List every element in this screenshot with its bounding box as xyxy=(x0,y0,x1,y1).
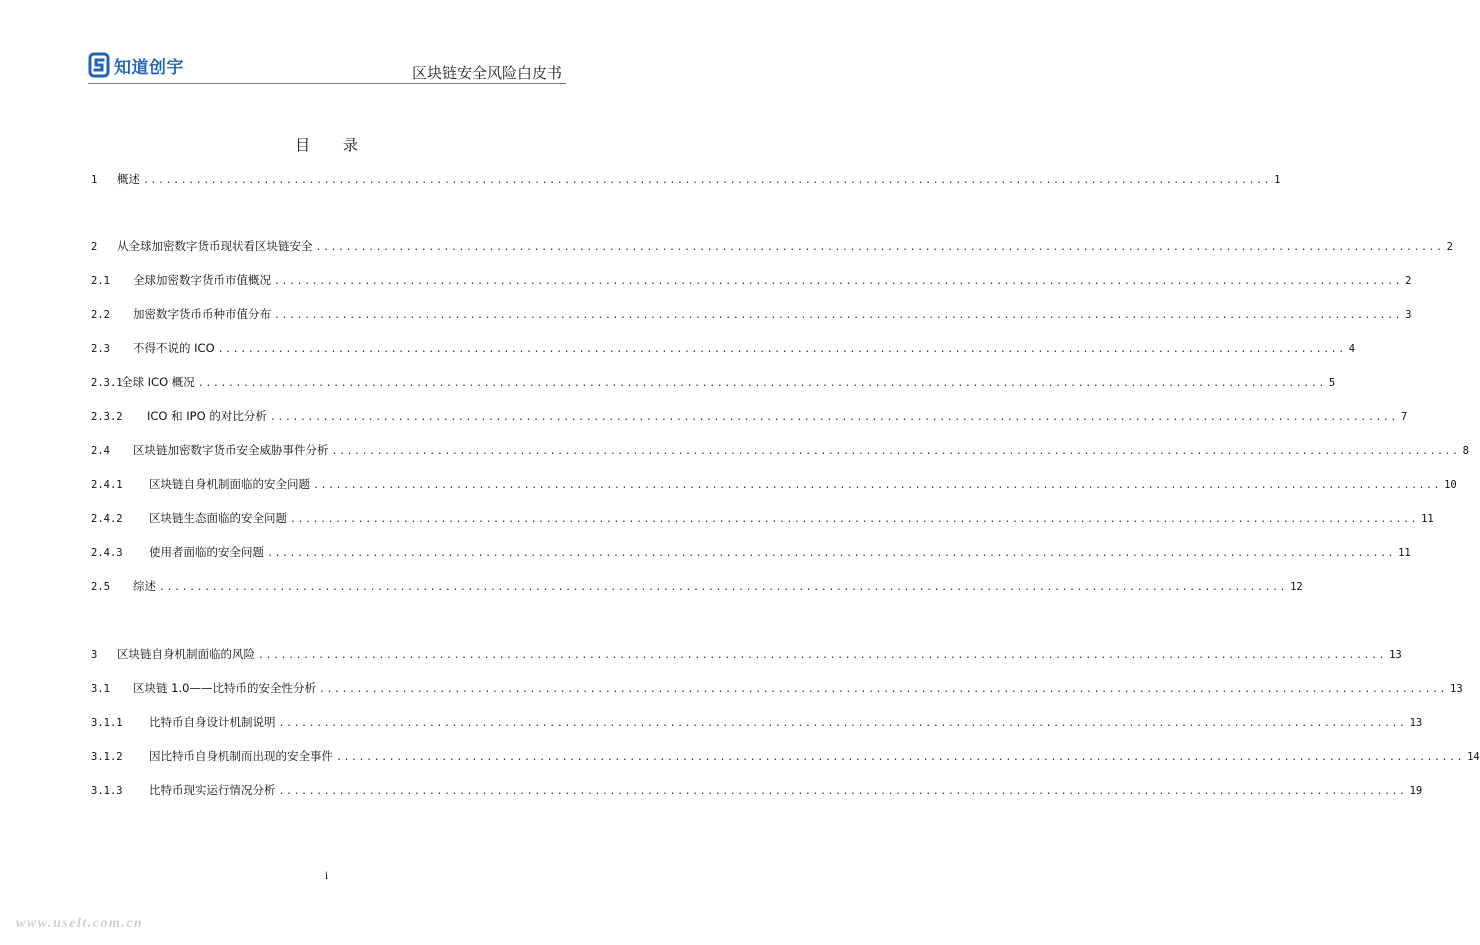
toc-entry-page: 4 xyxy=(1348,343,1356,355)
toc-entry-page: 13 xyxy=(1389,649,1402,661)
company-logo xyxy=(88,50,184,80)
toc-entry-number: 2.4.2 xyxy=(91,513,123,525)
toc-entry-title: 区块链加密数字货币安全威胁事件分析 xyxy=(133,443,329,457)
toc-entry-2-3-1[interactable] xyxy=(91,374,1336,392)
page-header xyxy=(88,48,566,84)
toc-entry-title: 全球加密数字货币市值概况 xyxy=(133,273,271,287)
toc-leader-dots: ...................................................................................................................................................... xyxy=(269,412,1398,423)
toc-entry-page: 1 xyxy=(1274,174,1281,186)
toc-leader-dots: ...................................................................................................................................................... xyxy=(313,480,1442,491)
toc-entry-title: 因比特币自身机制而出现的安全事件 xyxy=(149,749,333,763)
toc-entry-page: 8 xyxy=(1462,445,1469,457)
toc-leader-dots: ...................................................................................................................................................... xyxy=(267,548,1396,559)
toc-entry-title: 比特币自身设计机制说明 xyxy=(149,715,276,729)
toc-entry-title: 概述 xyxy=(117,172,140,186)
toc-entry-number: 3.1.3 xyxy=(91,785,123,797)
toc-entry-number: 2.3.1 xyxy=(91,377,123,389)
toc-entry-title: 比特币现实运行情况分析 xyxy=(149,783,276,797)
toc-entry-page: 7 xyxy=(1400,411,1408,423)
toc-leader-dots: ...................................................................................................................................................... xyxy=(258,650,1387,661)
page-number: i xyxy=(324,868,329,882)
toc-leader-dots: ...................................................................................................................................................... xyxy=(159,582,1288,593)
toc-entry-number: 2.4.1 xyxy=(91,479,123,491)
toc-entry-page: 11 xyxy=(1421,513,1434,525)
toc-entry-2-4[interactable] xyxy=(91,442,1469,460)
toc-leader-dots: ...................................................................................................................................................... xyxy=(278,786,1407,797)
toc-entry-number: 3.1.1 xyxy=(91,717,123,729)
toc-entry-number: 2 xyxy=(91,241,98,253)
toc-entry-2-2[interactable] xyxy=(91,306,1412,324)
toc-entry-number: 2.5 xyxy=(91,581,110,593)
toc-leader-dots: ...................................................................................................................................................... xyxy=(278,718,1407,729)
toc-entry-number: 2.3 xyxy=(91,343,110,355)
toc-entry-number: 2.1 xyxy=(91,275,110,287)
toc-entry-2-5[interactable] xyxy=(91,578,1303,596)
site-watermark: www.uselt.com.cn xyxy=(16,916,144,931)
toc-entry-2-3[interactable] xyxy=(91,340,1356,358)
toc-entry-title: ICO 和 IPO 的对比分析 xyxy=(147,409,267,423)
toc-entry-page: 14 xyxy=(1467,751,1480,763)
toc-entry-3-1-1[interactable] xyxy=(91,714,1423,732)
toc-leader-dots: ...................................................................................................................................................... xyxy=(274,310,1403,321)
toc-leader-dots: ...................................................................................................................................................... xyxy=(315,242,1444,253)
toc-entry-title: 区块链 1.0——比特币的安全性分析 xyxy=(133,681,316,695)
toc-entry-1[interactable] xyxy=(91,171,1281,189)
document-title: 区块链安全风险白皮书 xyxy=(411,64,562,82)
toc-leader-dots: ...................................................................................................................................................... xyxy=(336,752,1465,763)
toc-entry-3-1-3[interactable] xyxy=(91,782,1423,800)
toc-leader-dots: ...................................................................................................................................................... xyxy=(290,514,1419,525)
toc-leader-dots: ...................................................................................................................................................... xyxy=(318,684,1448,695)
toc-entry-2-3-2[interactable] xyxy=(91,408,1408,426)
toc-entry-3-1-2[interactable] xyxy=(91,748,1480,766)
toc-entry-number: 3 xyxy=(91,649,98,661)
toc-entry-3-1[interactable] xyxy=(91,680,1463,698)
toc-entry-title: 加密数字货币币种市值分布 xyxy=(133,307,271,321)
toc-entry-number: 3.1 xyxy=(91,683,110,695)
toc-entry-page: 2 xyxy=(1405,275,1412,287)
toc-entry-number: 2.2 xyxy=(91,309,110,321)
toc-entry-page: 12 xyxy=(1290,581,1303,593)
toc-entry-number: 2.4 xyxy=(91,445,110,457)
toc-entry-number: 3.1.2 xyxy=(91,751,123,763)
toc-entry-title: 综述 xyxy=(133,579,156,593)
toc-entry-number: 2.3.2 xyxy=(91,411,123,423)
toc-leader-dots: ...................................................................................................................................................... xyxy=(197,378,1326,389)
toc-entry-page: 13 xyxy=(1450,683,1463,695)
toc-heading: 目 录 xyxy=(295,136,372,154)
toc-entry-page: 19 xyxy=(1409,785,1423,797)
toc-entry-2-4-2[interactable] xyxy=(91,510,1434,528)
toc-entry-2-4-3[interactable] xyxy=(91,544,1411,562)
toc-leader-dots: ...................................................................................................................................................... xyxy=(143,175,1272,186)
toc-entry-3[interactable] xyxy=(91,646,1402,664)
toc-entry-page: 2 xyxy=(1446,241,1453,253)
logo-text: 知道创宇 xyxy=(114,57,184,78)
toc-entry-title: 使用者面临的安全问题 xyxy=(149,545,264,559)
toc-entry-page: 5 xyxy=(1328,377,1336,389)
toc-entry-number: 2.4.3 xyxy=(91,547,123,559)
toc-leader-dots: ...................................................................................................................................................... xyxy=(217,344,1346,355)
header-divider xyxy=(88,83,566,84)
toc-entry-title: 区块链自身机制面临的风险 xyxy=(117,647,255,661)
knownsec-logo-icon xyxy=(88,52,110,78)
toc-leader-dots: ...................................................................................................................................................... xyxy=(274,276,1403,287)
toc-entry-page: 3 xyxy=(1405,309,1412,321)
toc-entry-page: 13 xyxy=(1409,717,1423,729)
toc-entry-2-1[interactable] xyxy=(91,272,1412,290)
toc-entry-title: 全球 ICO 概况 xyxy=(121,375,195,389)
toc-entry-number: 1 xyxy=(91,174,98,186)
toc-entry-title: 区块链自身机制面临的安全问题 xyxy=(149,477,310,491)
toc-entry-page: 11 xyxy=(1398,547,1411,559)
toc-entry-page: 10 xyxy=(1444,479,1457,491)
toc-entry-title: 区块链生态面临的安全问题 xyxy=(149,511,287,525)
toc-entry-title: 从全球加密数字货币现状看区块链安全 xyxy=(117,239,313,253)
toc-entry-title: 不得不说的 ICO xyxy=(133,341,215,355)
toc-entry-2[interactable] xyxy=(91,238,1453,256)
toc-entry-2-4-1[interactable] xyxy=(91,476,1457,494)
toc-leader-dots: ...................................................................................................................................................... xyxy=(331,446,1460,457)
